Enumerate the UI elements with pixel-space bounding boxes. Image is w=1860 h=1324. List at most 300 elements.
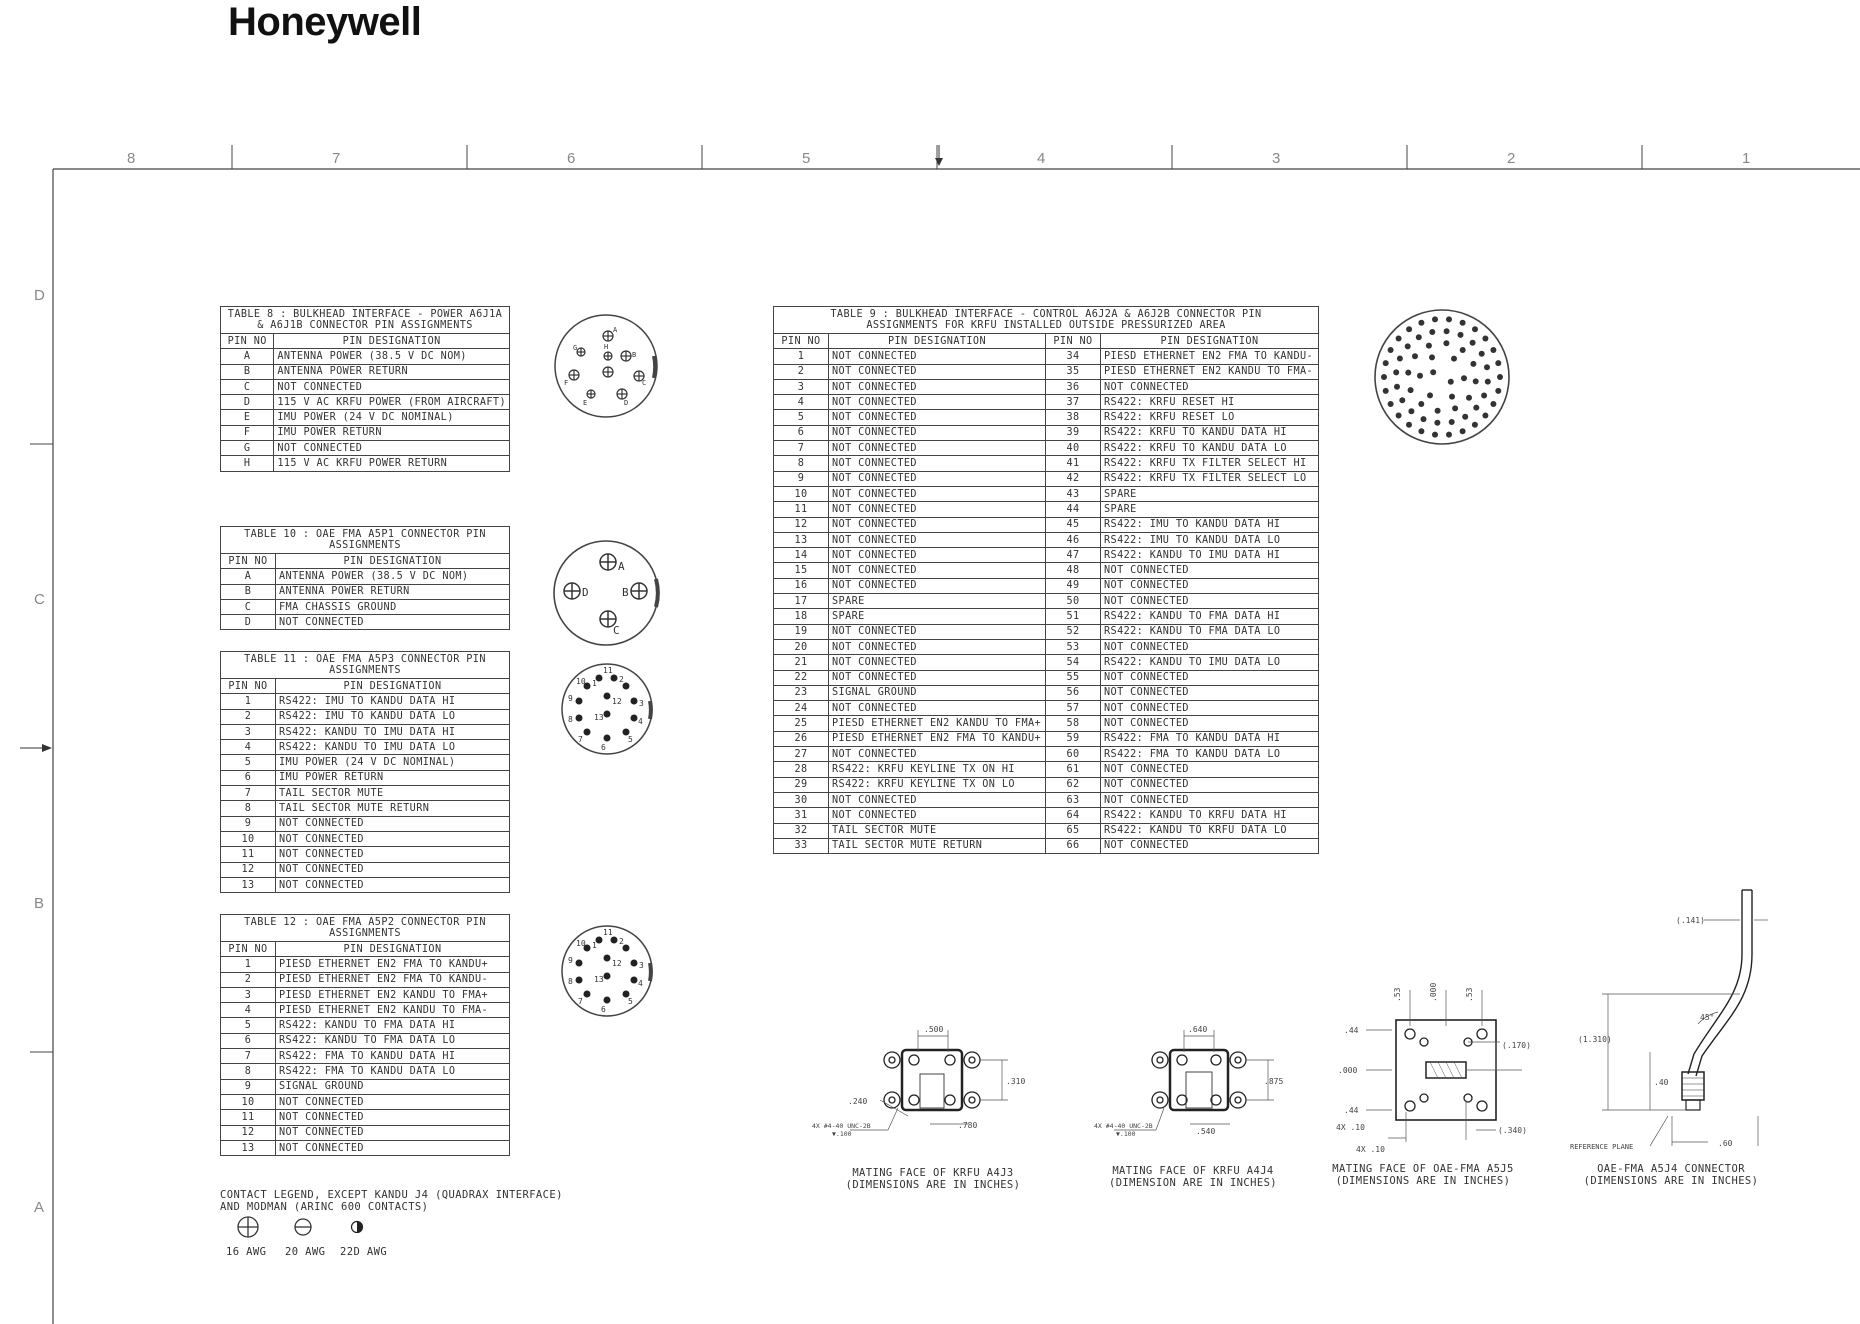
pin-number-cell: 26 — [774, 731, 829, 746]
pin-contact — [1472, 326, 1478, 332]
pin-number-cell: 5 — [221, 755, 276, 770]
pin-label-7: 7 — [578, 997, 583, 1006]
pin-contact — [1458, 332, 1464, 338]
table-row — [221, 349, 510, 364]
pin-label-d: D — [582, 586, 589, 599]
pin-contact — [1443, 340, 1449, 346]
pin-number-cell: 12 — [221, 862, 276, 877]
connector-a6j2-face — [1367, 302, 1517, 452]
pin-number-cell: 66 — [1046, 838, 1101, 853]
pin-designation-cell: SPARE — [1101, 486, 1319, 501]
pin-designation-cell: SIGNAL GROUND — [829, 685, 1046, 700]
pin-designation-cell: RS422: KANDU TO IMU DATA LO — [276, 740, 510, 755]
pin-contact — [1432, 316, 1438, 322]
pin-number-cell: 13 — [221, 877, 276, 892]
table-row — [221, 615, 510, 630]
pin-designation-cell: TAIL SECTOR MUTE — [829, 823, 1046, 838]
table-row — [774, 747, 1319, 762]
pin-number-cell: 13 — [221, 1140, 276, 1155]
table-row — [221, 877, 510, 892]
pin-designation-cell: 115 V AC KRFU POWER (FROM AIRCRAFT) — [274, 395, 510, 410]
pin-label-11: 11 — [603, 928, 613, 937]
pin-number-cell: 11 — [221, 1110, 276, 1125]
pin-number-cell: 55 — [1046, 670, 1101, 685]
table-row — [221, 709, 510, 724]
pin-contact — [1381, 374, 1387, 380]
mating-face-a4j4-drawing — [1094, 1012, 1294, 1144]
pin-designation-cell: PIESD ETHERNET EN2 KANDU TO FMA+ — [276, 987, 510, 1002]
pin-number-cell: 12 — [221, 1125, 276, 1140]
pin-number-cell: 2 — [221, 709, 276, 724]
table-title: TABLE 9 : BULKHEAD INTERFACE - CONTROL A6J2A & A6J2B CONNECTOR PIN ASSIGNMENTS FOR KRFU INSTALLED OUTSIDE PRESSURIZED AREA — [774, 307, 1319, 334]
pin-label-6: 6 — [601, 1005, 606, 1014]
pin-number-cell: 6 — [221, 770, 276, 785]
pin-designation-cell: TAIL SECTOR MUTE RETURN — [276, 801, 510, 816]
pin-contact — [1388, 347, 1394, 353]
table-row — [221, 801, 510, 816]
pin-contact — [1432, 432, 1438, 438]
table-row — [221, 1049, 510, 1064]
pin-designation-cell: RS422: KANDU TO IMU DATA HI — [1101, 548, 1319, 563]
dimension-label: .500 — [924, 1025, 944, 1034]
pin-designation-cell: NOT CONNECTED — [1101, 777, 1319, 792]
pin-number-cell: 58 — [1046, 716, 1101, 731]
pin-designation-cell: NOT CONNECTED — [1101, 563, 1319, 578]
col-pin-no: PIN NO — [221, 679, 276, 694]
pin-designation-cell: RS422: KRFU TO KANDU DATA LO — [1101, 441, 1319, 456]
pin-number-cell: 45 — [1046, 517, 1101, 532]
pin-contact — [1418, 401, 1424, 407]
zone-label-3: 3 — [1272, 150, 1281, 167]
dimension-label: .000 — [1338, 1066, 1358, 1075]
pin-number-cell: 12 — [774, 517, 829, 532]
pin-designation-cell: RS422: KANDU TO FMA DATA HI — [276, 1018, 510, 1033]
pin-designation-cell: NOT CONNECTED — [829, 410, 1046, 425]
pin-designation-cell: ANTENNA POWER (38.5 V DC NOM) — [274, 349, 510, 364]
pin-number-cell: 18 — [774, 609, 829, 624]
pin-number-cell: 10 — [221, 1094, 276, 1109]
pin-contact — [1397, 356, 1403, 362]
pin-number-cell: 19 — [774, 624, 829, 639]
col-pin-designation: PIN DESIGNATION — [276, 942, 510, 957]
dimension-label: .540 — [1196, 1127, 1216, 1136]
pin-number-cell: 4 — [221, 1003, 276, 1018]
col-pin-no: PIN NO — [221, 942, 276, 957]
pin-contact — [1416, 334, 1422, 340]
pin-number-cell: 2 — [221, 972, 276, 987]
col-pin-designation: PIN DESIGNATION — [829, 334, 1046, 349]
pin-label-e: E — [583, 399, 588, 407]
pin-contact — [1482, 413, 1488, 419]
table-row — [774, 609, 1319, 624]
pin-designation-cell: NOT CONNECTED — [829, 364, 1046, 379]
legend-label-22d-awg: 22D AWG — [340, 1246, 388, 1258]
pin-contact — [1399, 397, 1405, 403]
legend-label-16-awg: 16 AWG — [226, 1246, 267, 1258]
table-row — [221, 831, 510, 846]
pin-number-cell: 62 — [1046, 777, 1101, 792]
dimension-label: (1.310) — [1578, 1035, 1612, 1044]
pin-contact — [1417, 373, 1423, 379]
caption-line: (DIMENSIONS ARE IN INCHES) — [1335, 1175, 1511, 1187]
zone-label-6: 6 — [567, 150, 576, 167]
pin-designation-cell: NOT CONNECTED — [276, 847, 510, 862]
col-pin-designation: PIN DESIGNATION — [274, 334, 510, 349]
pin-number-cell: G — [221, 441, 274, 456]
pin-number-cell: 3 — [221, 724, 276, 739]
pin-designation-cell: NOT CONNECTED — [1101, 762, 1319, 777]
pin-contact — [1405, 370, 1411, 376]
pin-contact — [1462, 414, 1468, 420]
table-row — [774, 731, 1319, 746]
pin-contact — [1495, 360, 1501, 366]
table-row — [221, 1079, 510, 1094]
pin-label-3: 3 — [639, 961, 644, 970]
connector-a5p2-face — [554, 918, 660, 1024]
pin-contact — [1418, 320, 1424, 326]
pin-designation-cell: NOT CONNECTED — [276, 615, 510, 630]
pin-designation-cell: NOT CONNECTED — [829, 563, 1046, 578]
connector-power-face — [546, 306, 666, 426]
pin-number-cell: 42 — [1046, 471, 1101, 486]
zone-label-a: A — [34, 1199, 45, 1216]
pin-designation-cell: PIESD ETHERNET EN2 FMA TO KANDU+ — [276, 957, 510, 972]
pin-designation-cell: IMU POWER RETURN — [274, 425, 510, 440]
dimension-label: (.141) — [1676, 916, 1705, 925]
zone-label-c: C — [34, 591, 45, 608]
pin-contact — [1497, 374, 1503, 380]
pin-designation-cell: PIESD ETHERNET EN2 KANDU TO FMA- — [1101, 364, 1319, 379]
pin-designation-cell: RS422: KRFU RESET LO — [1101, 410, 1319, 425]
pin-designation-cell: NOT CONNECTED — [1101, 716, 1319, 731]
table-row — [774, 456, 1319, 471]
legend-text: CONTACT LEGEND, EXCEPT KANDU J4 (QUADRAX INTERFACE) — [220, 1189, 563, 1201]
pin-designation-cell: RS422: FMA TO KANDU DATA HI — [1101, 731, 1319, 746]
pin-number-cell: 63 — [1046, 792, 1101, 807]
pin-number-cell: 17 — [774, 594, 829, 609]
pin-designation-cell: NOT CONNECTED — [276, 877, 510, 892]
pin-label-8: 8 — [568, 715, 573, 724]
caption-a4j3 — [828, 1167, 1038, 1191]
pin-number-cell: 46 — [1046, 532, 1101, 547]
table-row — [774, 639, 1319, 654]
pin-number-cell: 33 — [774, 838, 829, 853]
dimension-label: 4X #4-40 UNC-2B — [1094, 1122, 1153, 1130]
table-title: TABLE 8 : BULKHEAD INTERFACE - POWER A6J1A & A6J1B CONNECTOR PIN ASSIGNMENTS — [221, 307, 510, 334]
table-row — [221, 987, 510, 1002]
pin-number-cell: 11 — [774, 502, 829, 517]
pin-contact — [1408, 387, 1414, 393]
pin-label-c: C — [613, 624, 620, 637]
pin-designation-cell: RS422: KANDU TO FMA DATA LO — [276, 1033, 510, 1048]
mating-face-a5j5-drawing — [1326, 980, 1536, 1160]
dimension-label: .44 — [1344, 1106, 1359, 1115]
pin-number-cell: 48 — [1046, 563, 1101, 578]
pin-number-cell: 5 — [774, 410, 829, 425]
pin-contact — [1427, 392, 1433, 398]
legend-text: AND MODMAN (ARINC 600 CONTACTS) — [220, 1201, 429, 1213]
a5j4-connector-drawing — [1568, 884, 1778, 1164]
zone-label-5: 5 — [802, 150, 811, 167]
pin-label-4: 4 — [638, 717, 643, 726]
pin-number-cell: A — [221, 349, 274, 364]
pin-number-cell: 6 — [221, 1033, 276, 1048]
table-row — [221, 1064, 510, 1079]
pin-number-cell: 31 — [774, 808, 829, 823]
pin-number-cell: 30 — [774, 792, 829, 807]
pin-label-5: 5 — [628, 997, 633, 1006]
table-row — [774, 716, 1319, 731]
dimension-label: .780 — [958, 1121, 978, 1130]
table-row — [774, 502, 1319, 517]
table-row — [774, 532, 1319, 547]
pin-designation-cell: RS422: IMU TO KANDU DATA LO — [1101, 532, 1319, 547]
pin-number-cell: B — [221, 584, 276, 599]
pin-contact — [1446, 316, 1452, 322]
table-row — [221, 755, 510, 770]
pin-contact — [1393, 369, 1399, 375]
caption-line: MATING FACE OF KRFU A4J4 — [1112, 1165, 1274, 1177]
mating-face-a4j3-drawing — [808, 1012, 1038, 1144]
pin-designation-cell: NOT CONNECTED — [829, 624, 1046, 639]
pin-designation-cell: NOT CONNECTED — [829, 395, 1046, 410]
pin-contact — [1482, 336, 1488, 342]
pin-number-cell: 16 — [774, 578, 829, 593]
pin-number-cell: 60 — [1046, 747, 1101, 762]
pin-designation-cell: NOT CONNECTED — [829, 808, 1046, 823]
pin-contact — [1383, 388, 1389, 394]
pin-contact — [1470, 361, 1476, 367]
pin-designation-cell: NOT CONNECTED — [829, 747, 1046, 762]
pin-number-cell: E — [221, 410, 274, 425]
pin-contact — [1460, 428, 1466, 434]
pin-designation-cell: PIESD ETHERNET EN2 FMA TO KANDU- — [276, 972, 510, 987]
pin-number-cell: 56 — [1046, 685, 1101, 700]
pin-number-cell: 21 — [774, 655, 829, 670]
table-row — [774, 808, 1319, 823]
table-row — [774, 364, 1319, 379]
pin-number-cell: 8 — [774, 456, 829, 471]
caption-line: (DIMENSIONS ARE IN INCHES) — [845, 1179, 1021, 1191]
pin-label-2: 2 — [619, 675, 624, 684]
pin-designation-cell: RS422: KRFU TO KANDU DATA HI — [1101, 425, 1319, 440]
pin-designation-cell: NOT CONNECTED — [1101, 379, 1319, 394]
pin-number-cell: 59 — [1046, 731, 1101, 746]
legend-label-20-awg: 20 AWG — [285, 1246, 326, 1258]
table-row — [221, 694, 510, 709]
pin-label-a: A — [618, 560, 625, 573]
table-12-a5p2-pins — [220, 914, 510, 1156]
pin-number-cell: 36 — [1046, 379, 1101, 394]
table-row — [774, 792, 1319, 807]
table-row — [221, 1125, 510, 1140]
table-row — [221, 441, 510, 456]
table-8-power-pins — [220, 306, 510, 472]
pin-designation-cell: RS422: KRFU TX FILTER SELECT LO — [1101, 471, 1319, 486]
table-row — [774, 471, 1319, 486]
pin-label-a: A — [613, 326, 618, 334]
pin-number-cell: 52 — [1046, 624, 1101, 639]
pin-contact — [1460, 320, 1466, 326]
pin-designation-cell: NOT CONNECTED — [1101, 670, 1319, 685]
pin-contact — [1472, 422, 1478, 428]
table-row — [774, 701, 1319, 716]
dimension-label: .53 — [1465, 987, 1474, 1002]
pin-number-cell: 51 — [1046, 609, 1101, 624]
pin-designation-cell: NOT CONNECTED — [829, 548, 1046, 563]
pin-designation-cell: NOT CONNECTED — [829, 502, 1046, 517]
table-row — [221, 584, 510, 599]
table-row — [221, 1110, 510, 1125]
dimension-label: .60 — [1718, 1139, 1733, 1148]
pin-designation-cell: RS422: IMU TO KANDU DATA HI — [276, 694, 510, 709]
pin-designation-cell: NOT CONNECTED — [1101, 685, 1319, 700]
pin-number-cell: 15 — [774, 563, 829, 578]
pin-label-4: 4 — [638, 979, 643, 988]
pin-number-cell: 64 — [1046, 808, 1101, 823]
table-row — [221, 395, 510, 410]
pin-number-cell: 10 — [221, 831, 276, 846]
pin-designation-cell: NOT CONNECTED — [829, 670, 1046, 685]
table-row — [221, 847, 510, 862]
pin-label-12: 12 — [612, 959, 622, 968]
table-row — [774, 517, 1319, 532]
pin-designation-cell: RS422: KRFU TX FILTER SELECT HI — [1101, 456, 1319, 471]
caption-a5j4 — [1566, 1163, 1776, 1187]
pin-contact — [1444, 328, 1450, 334]
caption-a5j5 — [1318, 1163, 1528, 1187]
pin-label-h: H — [604, 343, 609, 351]
dimension-label: .44 — [1344, 1026, 1359, 1035]
table-9-control-pins — [773, 306, 1319, 854]
table-row — [221, 456, 510, 471]
pin-designation-cell: RS422: KANDU TO KRFU DATA HI — [1101, 808, 1319, 823]
table-row — [221, 740, 510, 755]
pin-designation-cell: RS422: IMU TO KANDU DATA HI — [1101, 517, 1319, 532]
pin-number-cell: 41 — [1046, 456, 1101, 471]
pin-label-1: 1 — [592, 679, 597, 688]
table-row — [774, 762, 1319, 777]
table-row — [221, 972, 510, 987]
pin-contact — [1426, 343, 1432, 349]
pin-number-cell: 49 — [1046, 578, 1101, 593]
table-row — [774, 410, 1319, 425]
pin-designation-cell: PIESD ETHERNET EN2 KANDU TO FMA+ — [829, 716, 1046, 731]
pin-contact — [1485, 379, 1491, 385]
pin-number-cell: C — [221, 379, 274, 394]
pin-designation-cell: NOT CONNECTED — [276, 816, 510, 831]
dimension-label: .640 — [1188, 1025, 1208, 1034]
pin-designation-cell: NOT CONNECTED — [829, 532, 1046, 547]
pin-number-cell: 50 — [1046, 594, 1101, 609]
pin-designation-cell: RS422: IMU TO KANDU DATA LO — [276, 709, 510, 724]
pin-label-c: C — [642, 379, 647, 387]
pin-contact — [1434, 420, 1440, 426]
pin-number-cell: 2 — [774, 364, 829, 379]
pin-designation-cell: FMA CHASSIS GROUND — [276, 599, 510, 614]
table-row — [221, 1003, 510, 1018]
pin-contact — [1460, 347, 1466, 353]
pin-contact — [1396, 336, 1402, 342]
pin-designation-cell: PIESD ETHERNET EN2 FMA TO KANDU- — [1101, 349, 1319, 364]
pin-contact — [1429, 329, 1435, 335]
pin-number-cell: 14 — [774, 548, 829, 563]
pin-designation-cell: IMU POWER (24 V DC NOMINAL) — [276, 755, 510, 770]
pin-contact — [1430, 369, 1436, 375]
zone-label-1: 1 — [1742, 150, 1751, 167]
pin-designation-cell: NOT CONNECTED — [1101, 578, 1319, 593]
dimension-label: ▼.100 — [1116, 1130, 1136, 1138]
dimension-label: .875 — [1264, 1077, 1284, 1086]
contact-16-awg-icon — [238, 1217, 258, 1237]
legend-symbols — [232, 1214, 392, 1242]
pin-designation-cell: IMU POWER (24 V DC NOMINAL) — [274, 410, 510, 425]
pin-label-8: 8 — [568, 977, 573, 986]
pin-number-cell: 9 — [774, 471, 829, 486]
pin-number-cell: 7 — [774, 441, 829, 456]
pin-number-cell: 38 — [1046, 410, 1101, 425]
pin-number-cell: 22 — [774, 670, 829, 685]
col-pin-designation: PIN DESIGNATION — [1101, 334, 1319, 349]
pin-contact — [1473, 378, 1479, 384]
pin-designation-cell: NOT CONNECTED — [276, 1094, 510, 1109]
pin-number-cell: 24 — [774, 701, 829, 716]
pin-designation-cell: NOT CONNECTED — [274, 379, 510, 394]
col-pin-designation: PIN DESIGNATION — [276, 554, 510, 569]
table-10-a5p1-pins — [220, 526, 510, 630]
pin-designation-cell: RS422: KANDU TO FMA DATA HI — [1101, 609, 1319, 624]
pin-number-cell: 11 — [221, 847, 276, 862]
pin-designation-cell: RS422: FMA TO KANDU DATA HI — [276, 1049, 510, 1064]
col-pin-no: PIN NO — [774, 334, 829, 349]
pin-designation-cell: NOT CONNECTED — [829, 655, 1046, 670]
pin-designation-cell: NOT CONNECTED — [829, 456, 1046, 471]
zone-label-b: B — [34, 895, 45, 912]
pin-designation-cell: IMU POWER RETURN — [276, 770, 510, 785]
pin-designation-cell: NOT CONNECTED — [276, 1110, 510, 1125]
pin-number-cell: 37 — [1046, 395, 1101, 410]
pin-number-cell: 35 — [1046, 364, 1101, 379]
dimension-label: 45° — [1700, 1013, 1715, 1022]
table-row — [774, 823, 1319, 838]
pin-contact — [1405, 343, 1411, 349]
pin-contact — [1418, 428, 1424, 434]
pin-designation-cell: NOT CONNECTED — [1101, 701, 1319, 716]
pin-designation-cell: RS422: FMA TO KANDU DATA LO — [276, 1064, 510, 1079]
pin-designation-cell: RS422: FMA TO KANDU DATA LO — [1101, 747, 1319, 762]
pin-label-b: B — [632, 351, 637, 359]
table-row — [221, 862, 510, 877]
table-row — [221, 1094, 510, 1109]
dimension-label: (.170) — [1502, 1041, 1531, 1050]
table-11-a5p3-pins — [220, 651, 510, 893]
pin-number-cell: 3 — [774, 379, 829, 394]
caption-line: (DIMENSION ARE IN INCHES) — [1108, 1177, 1278, 1189]
pin-number-cell: 5 — [221, 1018, 276, 1033]
table-row — [221, 410, 510, 425]
pin-label-2: 2 — [619, 937, 624, 946]
table-row — [221, 1018, 510, 1033]
pin-designation-cell: RS422: KANDU TO IMU DATA HI — [276, 724, 510, 739]
pin-number-cell: 32 — [774, 823, 829, 838]
table-row — [221, 425, 510, 440]
pin-designation-cell: NOT CONNECTED — [1101, 594, 1319, 609]
zone-label-8: 8 — [127, 150, 136, 167]
pin-number-cell: 13 — [774, 532, 829, 547]
table-row — [774, 349, 1319, 364]
pin-designation-cell: ANTENNA POWER (38.5 V DC NOM) — [276, 569, 510, 584]
zone-label-2: 2 — [1507, 150, 1516, 167]
